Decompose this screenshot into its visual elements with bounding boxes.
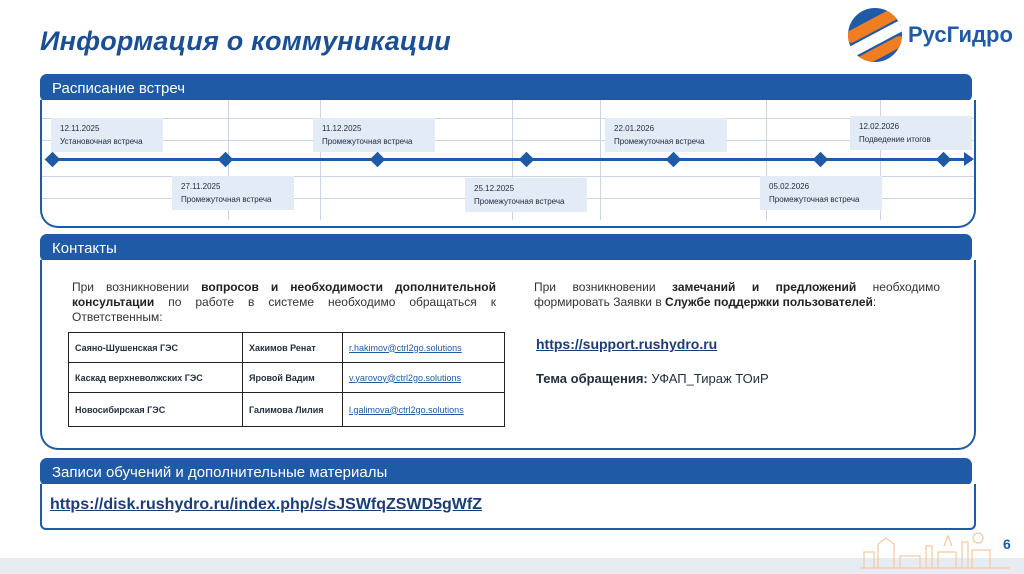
timeline-event-card: 12.02.2026 Подведение итогов <box>850 116 972 150</box>
timeline-axis <box>48 158 972 161</box>
request-topic-label: Тема обращения: <box>536 371 648 386</box>
person-cell: Галимова Лилия <box>243 393 343 427</box>
schedule-panel <box>40 100 976 228</box>
logo-mark-icon <box>848 8 902 62</box>
timeline-event-card: 12.11.2025 Установочная встреча <box>51 118 163 152</box>
table-row <box>69 363 505 393</box>
station-cell: Саяно-Шушенская ГЭС <box>69 333 243 363</box>
timeline-arrow-icon <box>964 152 974 166</box>
person-cell: Яровой Вадим <box>243 363 343 393</box>
station-cell: Новосибирская ГЭС <box>69 393 243 427</box>
materials-panel <box>40 484 976 530</box>
request-topic-value: УФАП_Тираж ТОиР <box>647 371 769 386</box>
email-link[interactable]: l.galimova@ctrl2go.solutions <box>343 393 505 427</box>
table-row <box>69 333 505 363</box>
page-number: 6 <box>1003 536 1011 552</box>
person-cell: Хакимов Ренат <box>243 333 343 363</box>
contacts-instruction-right: При возникновении замечаний и предложений необходимо формировать Заявки в Службе поддержки пользователей: <box>534 280 941 309</box>
table-row <box>69 393 505 427</box>
rushydro-logo <box>848 8 1018 64</box>
timeline-event-card: 05.02.2026 Промежуточная встреча <box>760 176 882 210</box>
materials-disk-link[interactable]: https://disk.rushydro.ru/index.php/s/sJSWfqZSWD5gWfZ <box>50 496 483 513</box>
hydro-plant-illustration <box>860 516 1010 574</box>
contacts-panel <box>40 260 976 450</box>
request-topic <box>536 371 769 386</box>
contacts-instruction-left: При возникновении вопросов и необходимости дополнительной консультации по работе в системе необходимо обращаться к Ответственным: <box>72 280 497 324</box>
timeline-event-card: 11.12.2025 Промежуточная встреча <box>313 118 435 152</box>
page-title: Информация о коммуникации <box>40 26 451 56</box>
email-link[interactable]: v.yarovoy@ctrl2go.solutions <box>343 363 505 393</box>
contacts-section-header: Контакты <box>40 234 972 262</box>
materials-section-header: Записи обучений и дополнительные материалы <box>40 458 972 486</box>
timeline-event-card: 22.01.2026 Промежуточная встреча <box>605 118 727 152</box>
timeline-event-card: 25.12.2025 Промежуточная встреча <box>465 178 587 212</box>
responsible-contacts-table <box>68 332 505 427</box>
schedule-section-header: Расписание встреч <box>40 74 972 102</box>
timeline-event-card: 27.11.2025 Промежуточная встреча <box>172 176 294 210</box>
support-portal-link[interactable]: https://support.rushydro.ru <box>536 336 718 352</box>
logo-text: РусГидро <box>908 22 1013 47</box>
station-cell: Каскад верхневолжских ГЭС <box>69 363 243 393</box>
email-link[interactable]: r.hakimov@ctrl2go.solutions <box>343 333 505 363</box>
